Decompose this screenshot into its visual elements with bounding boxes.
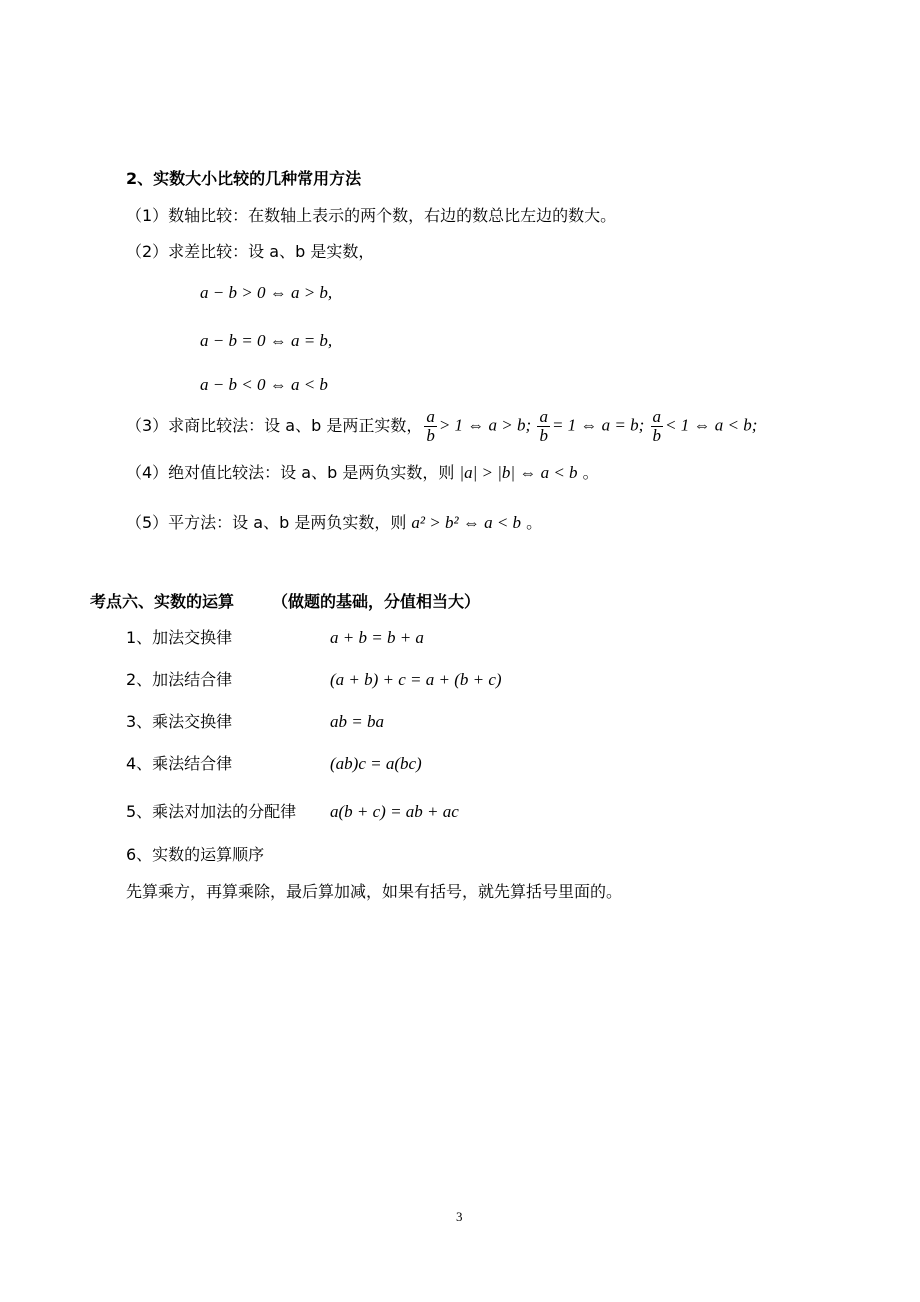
- difference-eq-less: a − b < 0 ⇔ a < b: [200, 375, 328, 394]
- law-label-3: 3、乘法交换律: [126, 712, 233, 731]
- law-label-1: 1、加法交换律: [126, 628, 233, 647]
- law-label-4: 4、乘法结合律: [126, 754, 233, 773]
- method-3-label: （3）求商比较法：设 a、b 是两正实数，: [126, 416, 423, 435]
- fraction-a-over-b: $\frac{a}{b}$: [539, 406, 548, 445]
- heading-note: （做题的基础，分值相当大）: [272, 592, 481, 611]
- quotient-equal: = 1 ⇔ a = b;: [551, 414, 645, 434]
- difference-eq-greater: a − b > 0 ⇔ a > b,: [200, 283, 333, 302]
- law-formula-5: a(b + c) = ab + ac: [330, 802, 459, 821]
- law-formula-2: (a + b) + c = a + (b + c): [330, 670, 502, 689]
- order-text: 先算乘方，再算乘除，最后算加减，如果有括号，就先算括号里面的。: [126, 882, 623, 901]
- difference-eq-equal: a − b = 0 ⇔ a = b,: [200, 331, 333, 350]
- law-label-5: 5、乘法对加法的分配律: [126, 802, 297, 821]
- method-5-square: （5）平方法：设 a、b 是两负实数，则 a² > b² ⇔ a < b 。: [126, 513, 543, 532]
- absolute-value-formula: |a| > |b| ⇔ a < b: [459, 463, 578, 482]
- square-formula: a² > b² ⇔ a < b: [411, 513, 522, 532]
- method-4-absolute-value: （4）绝对值比较法：设 a、b 是两负实数，则 |a| > |b| ⇔ a < b 。: [126, 463, 599, 482]
- method-2-difference: （2）求差比较：设 a、b 是实数，: [126, 242, 375, 261]
- fraction-a-over-b: $\frac{a}{b}$: [426, 406, 435, 445]
- page-number: 3: [456, 1209, 463, 1224]
- quotient-formula: [422, 408, 757, 445]
- method-1-number-line: （1）数轴比较：在数轴上表示的两个数，右边的数总比左边的数大。: [126, 206, 617, 225]
- quotient-less: < 1 ⇔ a < b;: [665, 414, 758, 434]
- law-label-2: 2、加法结合律: [126, 670, 233, 689]
- law-formula-3: ab = ba: [330, 712, 384, 731]
- law-formula-4: (ab)c = a(bc): [330, 754, 422, 773]
- order-label: 6、实数的运算顺序: [126, 845, 265, 864]
- method-3-quotient: [126, 404, 757, 448]
- law-formula-1: a + b = b + a: [330, 628, 424, 647]
- section-heading-compare: 2、实数大小比较的几种常用方法: [126, 169, 362, 188]
- section-heading-operations: 考点六、实数的运算 （做题的基础，分值相当大）: [90, 592, 481, 611]
- fraction-a-over-b: $\frac{a}{b}$: [652, 406, 662, 445]
- quotient-greater: > 1 ⇔ a > b;: [438, 414, 532, 434]
